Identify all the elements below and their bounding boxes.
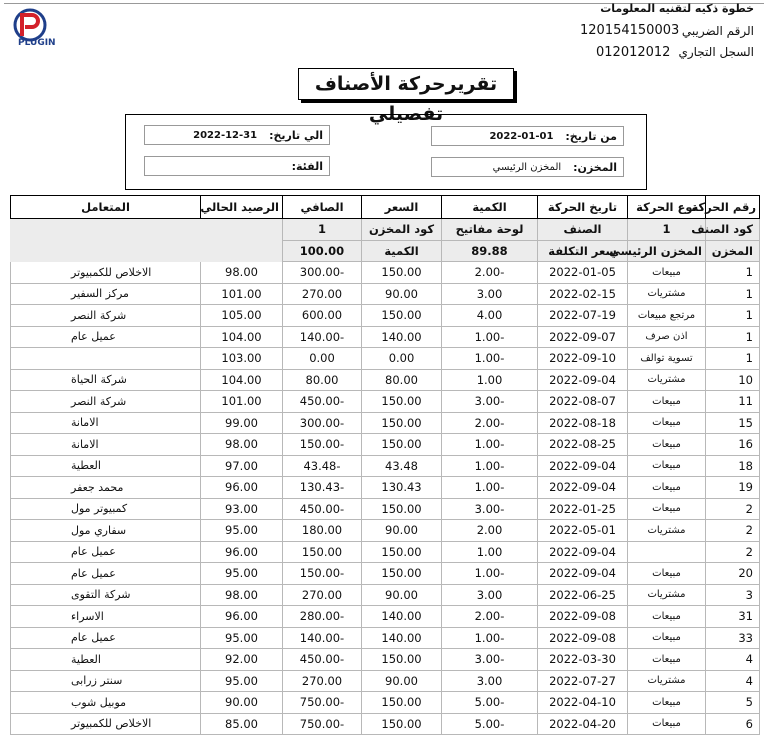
cell-price: 90.00 [362, 584, 442, 606]
cell-price: 140.00 [362, 627, 442, 649]
cell-party: شركة الحياة [11, 369, 201, 391]
cell-balance: 98.00 [201, 584, 283, 606]
cell-movement-no: 4 [706, 670, 760, 692]
cell-movement-no: 10 [706, 369, 760, 391]
cell-movement-no: 20 [706, 563, 760, 585]
cell-movement-type: مبيعات [628, 649, 706, 671]
table-row [11, 713, 760, 735]
cell-price: 90.00 [362, 283, 442, 305]
cell-price: 150.00 [362, 391, 442, 413]
cell-party: سنتر زرابى [11, 670, 201, 692]
cell-party: شركة النصر [11, 391, 201, 413]
cell-balance: 104.00 [201, 326, 283, 348]
cell-balance: 95.00 [201, 670, 283, 692]
cell-quantity: -5.00 [442, 713, 538, 735]
cell-net: 0.00 [283, 348, 362, 370]
cell-movement-no: 3 [706, 584, 760, 606]
cell-party: عميل عام [11, 541, 201, 563]
cell-movement-type: مبيعات [628, 434, 706, 456]
cell-net: -450.00 [283, 391, 362, 413]
cell-balance: 95.00 [201, 563, 283, 585]
cell-party: عميل عام [11, 627, 201, 649]
cell-party: الاسراء [11, 606, 201, 628]
cell-party: كمبيوتر مول [11, 498, 201, 520]
cell-movement-date: 2022-07-19 [538, 305, 628, 327]
cell-movement-date: 2022-09-04 [538, 477, 628, 499]
cell-price: 150.00 [362, 412, 442, 434]
company-name: خطوة ذكيه لتقنيه المعلومات [600, 2, 754, 15]
cell-movement-no: 1 [706, 262, 760, 284]
cell-price: 150.00 [362, 498, 442, 520]
cell-movement-date: 2022-01-25 [538, 498, 628, 520]
cell-movement-date: 2022-09-08 [538, 606, 628, 628]
table-row [11, 606, 760, 628]
col-movement-type: نوع الحركة [628, 196, 706, 219]
table-row [11, 541, 760, 563]
cell-movement-date: 2022-01-05 [538, 262, 628, 284]
cell-quantity: -3.00 [442, 391, 538, 413]
cell-movement-type: مشتريات [628, 369, 706, 391]
cell-movement-type: مبيعات [628, 455, 706, 477]
cell-party: سفاري مول [11, 520, 201, 542]
cell-movement-date: 2022-09-04 [538, 563, 628, 585]
cell-movement-date: 2022-09-08 [538, 627, 628, 649]
cell-movement-date: 2022-08-25 [538, 434, 628, 456]
table-row [11, 369, 760, 391]
cell-movement-date: 2022-04-20 [538, 713, 628, 735]
table-row [11, 670, 760, 692]
cell-movement-date: 2022-07-27 [538, 670, 628, 692]
col-balance: الرصيد الحالي [201, 196, 283, 219]
cell-movement-date: 2022-05-01 [538, 520, 628, 542]
cell-net: 80.00 [283, 369, 362, 391]
cell-net: 270.00 [283, 584, 362, 606]
cell-balance: 90.00 [201, 692, 283, 714]
cell-quantity: -1.00 [442, 627, 538, 649]
cell-movement-no: 1 [706, 305, 760, 327]
cell-party: شركة النصر [11, 305, 201, 327]
table-row [11, 455, 760, 477]
cell-party: عميل عام [11, 563, 201, 585]
cell-movement-date: 2022-02-15 [538, 283, 628, 305]
cell-quantity: -3.00 [442, 649, 538, 671]
cell-movement-no: 1 [706, 283, 760, 305]
movements-table [10, 195, 760, 735]
cell-balance: 98.00 [201, 434, 283, 456]
cell-movement-date: 2022-06-25 [538, 584, 628, 606]
cell-price: 150.00 [362, 262, 442, 284]
cell-movement-no: 5 [706, 692, 760, 714]
cell-balance: 98.00 [201, 262, 283, 284]
cell-net: -150.00 [283, 434, 362, 456]
cell-net: 600.00 [283, 305, 362, 327]
cell-price: 140.00 [362, 606, 442, 628]
cell-net: -750.00 [283, 713, 362, 735]
cell-net: -300.00 [283, 262, 362, 284]
table-row [11, 627, 760, 649]
cell-movement-date: 2022-08-18 [538, 412, 628, 434]
cell-movement-no: 18 [706, 455, 760, 477]
cell-movement-date: 2022-09-04 [538, 541, 628, 563]
cell-movement-no: 1 [706, 326, 760, 348]
cell-balance: 105.00 [201, 305, 283, 327]
cell-quantity: -1.00 [442, 348, 538, 370]
col-net: الصافي [283, 196, 362, 219]
commercial-register-label: السجل التجاري [678, 45, 754, 59]
cell-price: 150.00 [362, 305, 442, 327]
cell-quantity: 3.00 [442, 584, 538, 606]
from-date-field: من تاريخ: 2022-01-01 [431, 126, 624, 146]
table-row [11, 348, 760, 370]
cell-party: الامانة [11, 412, 201, 434]
table-row [11, 477, 760, 499]
cell-quantity: 1.00 [442, 369, 538, 391]
cell-movement-type: مبيعات [628, 498, 706, 520]
cell-movement-date: 2022-08-07 [538, 391, 628, 413]
cell-movement-no: 2 [706, 520, 760, 542]
cell-movement-no: 16 [706, 434, 760, 456]
table-row [11, 649, 760, 671]
cell-movement-no: 19 [706, 477, 760, 499]
cell-movement-no: 31 [706, 606, 760, 628]
cell-quantity: -5.00 [442, 692, 538, 714]
cell-balance: 85.00 [201, 713, 283, 735]
cell-net: -450.00 [283, 649, 362, 671]
cell-movement-type: مبيعات [628, 713, 706, 735]
cell-net: -150.00 [283, 563, 362, 585]
cell-balance: 103.00 [201, 348, 283, 370]
cell-movement-date: 2022-09-10 [538, 348, 628, 370]
cell-price: 150.00 [362, 541, 442, 563]
cell-movement-no: 2 [706, 498, 760, 520]
cell-balance: 96.00 [201, 606, 283, 628]
cell-quantity: -1.00 [442, 455, 538, 477]
cell-quantity: -3.00 [442, 498, 538, 520]
cell-balance: 96.00 [201, 541, 283, 563]
table-row [11, 326, 760, 348]
cell-net: -280.00 [283, 606, 362, 628]
svg-text:PLUGIN: PLUGIN [18, 38, 56, 48]
cell-balance: 96.00 [201, 477, 283, 499]
cell-quantity: 1.00 [442, 541, 538, 563]
cell-price: 80.00 [362, 369, 442, 391]
cell-balance: 93.00 [201, 498, 283, 520]
cell-balance: 99.00 [201, 412, 283, 434]
cell-price: 150.00 [362, 649, 442, 671]
tax-number-value: 120154150003 [580, 23, 680, 38]
cell-quantity: -1.00 [442, 326, 538, 348]
table-header [11, 196, 760, 219]
cell-movement-type: مبيعات [628, 262, 706, 284]
table-row [11, 584, 760, 606]
cell-party: عميل عام [11, 326, 201, 348]
cell-quantity: 3.00 [442, 283, 538, 305]
cell-movement-type: مبيعات [628, 477, 706, 499]
cell-net: -140.00 [283, 326, 362, 348]
cell-party: الاخلاص للكمبيوتر [11, 713, 201, 735]
cell-price: 150.00 [362, 434, 442, 456]
category-field: الفئة: [144, 156, 330, 176]
cell-party: مركز السفير [11, 283, 201, 305]
cell-party [11, 348, 201, 370]
cell-price: 140.00 [362, 326, 442, 348]
cell-balance: 104.00 [201, 369, 283, 391]
cell-movement-type: تسوية توالف [628, 348, 706, 370]
cell-quantity: 4.00 [442, 305, 538, 327]
cell-party: العطية [11, 455, 201, 477]
cell-movement-type: مبيعات [628, 391, 706, 413]
store-field: المخزن: المخزن الرئيسي [431, 157, 624, 177]
cell-movement-type: مبيعات [628, 606, 706, 628]
cell-price: 150.00 [362, 692, 442, 714]
table-row [11, 563, 760, 585]
cell-balance: 101.00 [201, 391, 283, 413]
col-quantity: الكمية [442, 196, 538, 219]
cell-party: موبيل شوب [11, 692, 201, 714]
cell-net: -130.43 [283, 477, 362, 499]
cell-price: 0.00 [362, 348, 442, 370]
tax-number-label: الرقم الضريبي [681, 24, 754, 38]
cell-movement-type [628, 541, 706, 563]
table-row [11, 520, 760, 542]
cell-movement-date: 2022-09-04 [538, 455, 628, 477]
cell-movement-type: مشتريات [628, 520, 706, 542]
table-row [11, 412, 760, 434]
cell-net: -300.00 [283, 412, 362, 434]
cell-quantity: -2.00 [442, 412, 538, 434]
cell-movement-no: 11 [706, 391, 760, 413]
cell-price: 130.43 [362, 477, 442, 499]
cell-balance: 95.00 [201, 627, 283, 649]
cell-net: 270.00 [283, 670, 362, 692]
cell-net: -750.00 [283, 692, 362, 714]
cell-balance: 97.00 [201, 455, 283, 477]
table-row [11, 498, 760, 520]
col-movement-no: رقم الحركة [706, 196, 760, 219]
cell-party: العطية [11, 649, 201, 671]
cell-party: الامانة [11, 434, 201, 456]
col-party: المتعامل [11, 196, 201, 219]
item-header-row: كود الصنف 1 الصنف لوحة مفاتيح كود المخزن 1 [11, 219, 760, 241]
cell-party: الاخلاص للكمبيوتر [11, 262, 201, 284]
cell-movement-type: مشتريات [628, 283, 706, 305]
table-row [11, 283, 760, 305]
cell-net: 180.00 [283, 520, 362, 542]
cell-party: شركة التقوى [11, 584, 201, 606]
cell-movement-no: 1 [706, 348, 760, 370]
cell-movement-type: اذن صرف [628, 326, 706, 348]
table-row [11, 262, 760, 284]
item-store-row: المخزن المخزن الرئيسي سعر التكلفة 89.88 الكمية 100.00 [11, 240, 760, 262]
cell-movement-date: 2022-09-04 [538, 369, 628, 391]
cell-quantity: 3.00 [442, 670, 538, 692]
cell-quantity: -1.00 [442, 563, 538, 585]
cell-movement-type: مرتجع مبيعات [628, 305, 706, 327]
cell-movement-no: 2 [706, 541, 760, 563]
cell-balance: 92.00 [201, 649, 283, 671]
cell-movement-no: 4 [706, 649, 760, 671]
commercial-register-value: 012012012 [596, 45, 671, 60]
cell-net: -450.00 [283, 498, 362, 520]
company-logo [10, 6, 66, 50]
table-row [11, 305, 760, 327]
cell-movement-type: مبيعات [628, 412, 706, 434]
cell-movement-date: 2022-03-30 [538, 649, 628, 671]
cell-movement-type: مبيعات [628, 563, 706, 585]
cell-movement-date: 2022-04-10 [538, 692, 628, 714]
cell-price: 150.00 [362, 563, 442, 585]
cell-price: 90.00 [362, 520, 442, 542]
cell-price: 150.00 [362, 713, 442, 735]
col-price: السعر [362, 196, 442, 219]
cell-movement-date: 2022-09-07 [538, 326, 628, 348]
cell-price: 43.48 [362, 455, 442, 477]
cell-movement-no: 6 [706, 713, 760, 735]
cell-quantity: -1.00 [442, 434, 538, 456]
cell-quantity: -2.00 [442, 262, 538, 284]
cell-price: 90.00 [362, 670, 442, 692]
report-title: تقريرحركة الأصناف تفصيلي [298, 68, 514, 100]
cell-movement-type: مشتريات [628, 584, 706, 606]
cell-balance: 95.00 [201, 520, 283, 542]
cell-movement-no: 15 [706, 412, 760, 434]
cell-movement-type: مشتريات [628, 670, 706, 692]
cell-net: 270.00 [283, 283, 362, 305]
col-movement-date: تاريخ الحركة [538, 196, 628, 219]
cell-net: -43.48 [283, 455, 362, 477]
table-row [11, 391, 760, 413]
cell-movement-type: مبيعات [628, 692, 706, 714]
to-date-field: الي تاريخ: 2022-12-31 [144, 125, 330, 145]
cell-quantity: -2.00 [442, 606, 538, 628]
cell-net: 150.00 [283, 541, 362, 563]
cell-net: -140.00 [283, 627, 362, 649]
cell-quantity: 2.00 [442, 520, 538, 542]
cell-quantity: -1.00 [442, 477, 538, 499]
table-row [11, 692, 760, 714]
cell-party: محمد جعفر [11, 477, 201, 499]
cell-movement-no: 33 [706, 627, 760, 649]
table-row [11, 434, 760, 456]
cell-movement-type: مبيعات [628, 627, 706, 649]
filter-panel [125, 114, 647, 190]
cell-balance: 101.00 [201, 283, 283, 305]
